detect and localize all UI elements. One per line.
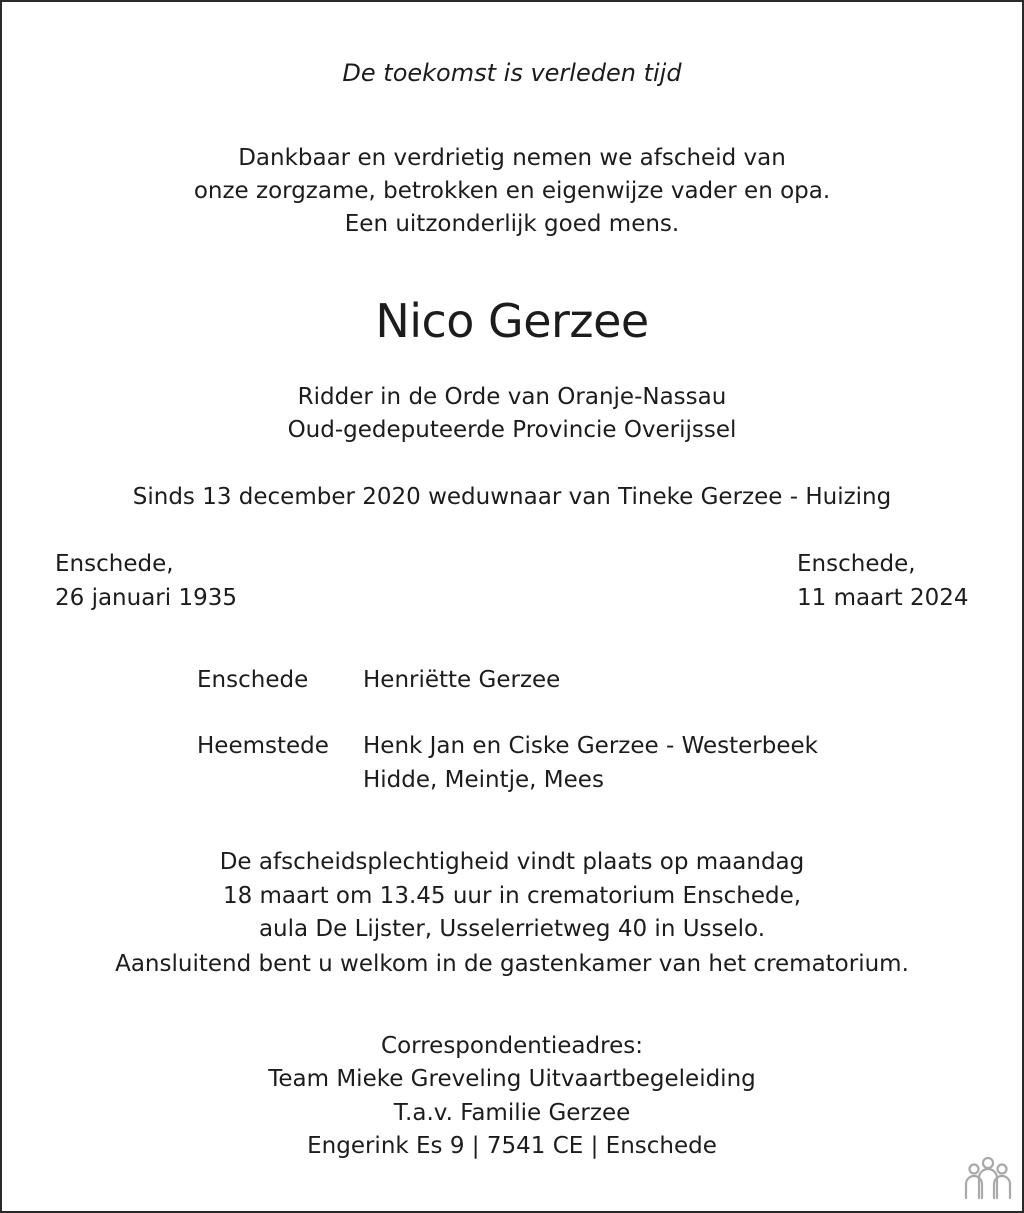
family-logo-icon: [962, 1156, 1014, 1200]
birth-place: Enschede,: [55, 551, 174, 577]
family-place: Heemstede: [197, 733, 329, 759]
grandchildren-names: Hidde, Meintje, Mees: [363, 767, 604, 793]
family-name: Henriëtte Gerzee: [363, 667, 561, 693]
deceased-name: Nico Gerzee: [375, 294, 649, 348]
correspondence-line-1: Team Mieke Greveling Uitvaartbegeleiding: [268, 1066, 756, 1092]
ceremony-line-2: 18 maart om 13.45 uur in crematorium Enschede,: [222, 883, 802, 909]
intro-line-1: Dankbaar en verdrietig nemen we afscheid van: [238, 145, 786, 171]
correspondence-label: Correspondentieadres:: [381, 1033, 643, 1059]
intro-line-3: Een uitzonderlijk goed mens.: [344, 211, 680, 237]
death-place: Enschede,: [797, 551, 916, 577]
family-place: Enschede: [197, 667, 309, 693]
death-date: 11 maart 2024: [797, 585, 969, 611]
family-name: Henk Jan en Ciske Gerzee - Westerbeek: [363, 733, 818, 759]
title-line-1: Ridder in de Orde van Oranje-Nassau: [297, 384, 727, 410]
widower-note: Sinds 13 december 2020 weduwnaar van Tineke Gerzee - Huizing: [132, 484, 892, 510]
correspondence-line-3: Engerink Es 9 | 7541 CE | Enschede: [307, 1133, 717, 1159]
ceremony-line-3: aula De Lijster, Usselerrietweg 40 in Usselo.: [258, 916, 766, 942]
correspondence-line-2: T.a.v. Familie Gerzee: [393, 1100, 631, 1126]
ceremony-line-4: Aansluitend bent u welkom in de gastenkamer van het crematorium.: [115, 951, 909, 977]
ceremony-line-1: De afscheidsplechtigheid vindt plaats op maandag: [219, 849, 805, 875]
intro-line-2: onze zorgzame, betrokken en eigenwijze vader en opa.: [193, 178, 831, 204]
motto: De toekomst is verleden tijd: [342, 59, 682, 87]
title-line-2: Oud-gedeputeerde Provincie Overijssel: [287, 417, 737, 443]
birth-date: 26 januari 1935: [55, 585, 238, 611]
